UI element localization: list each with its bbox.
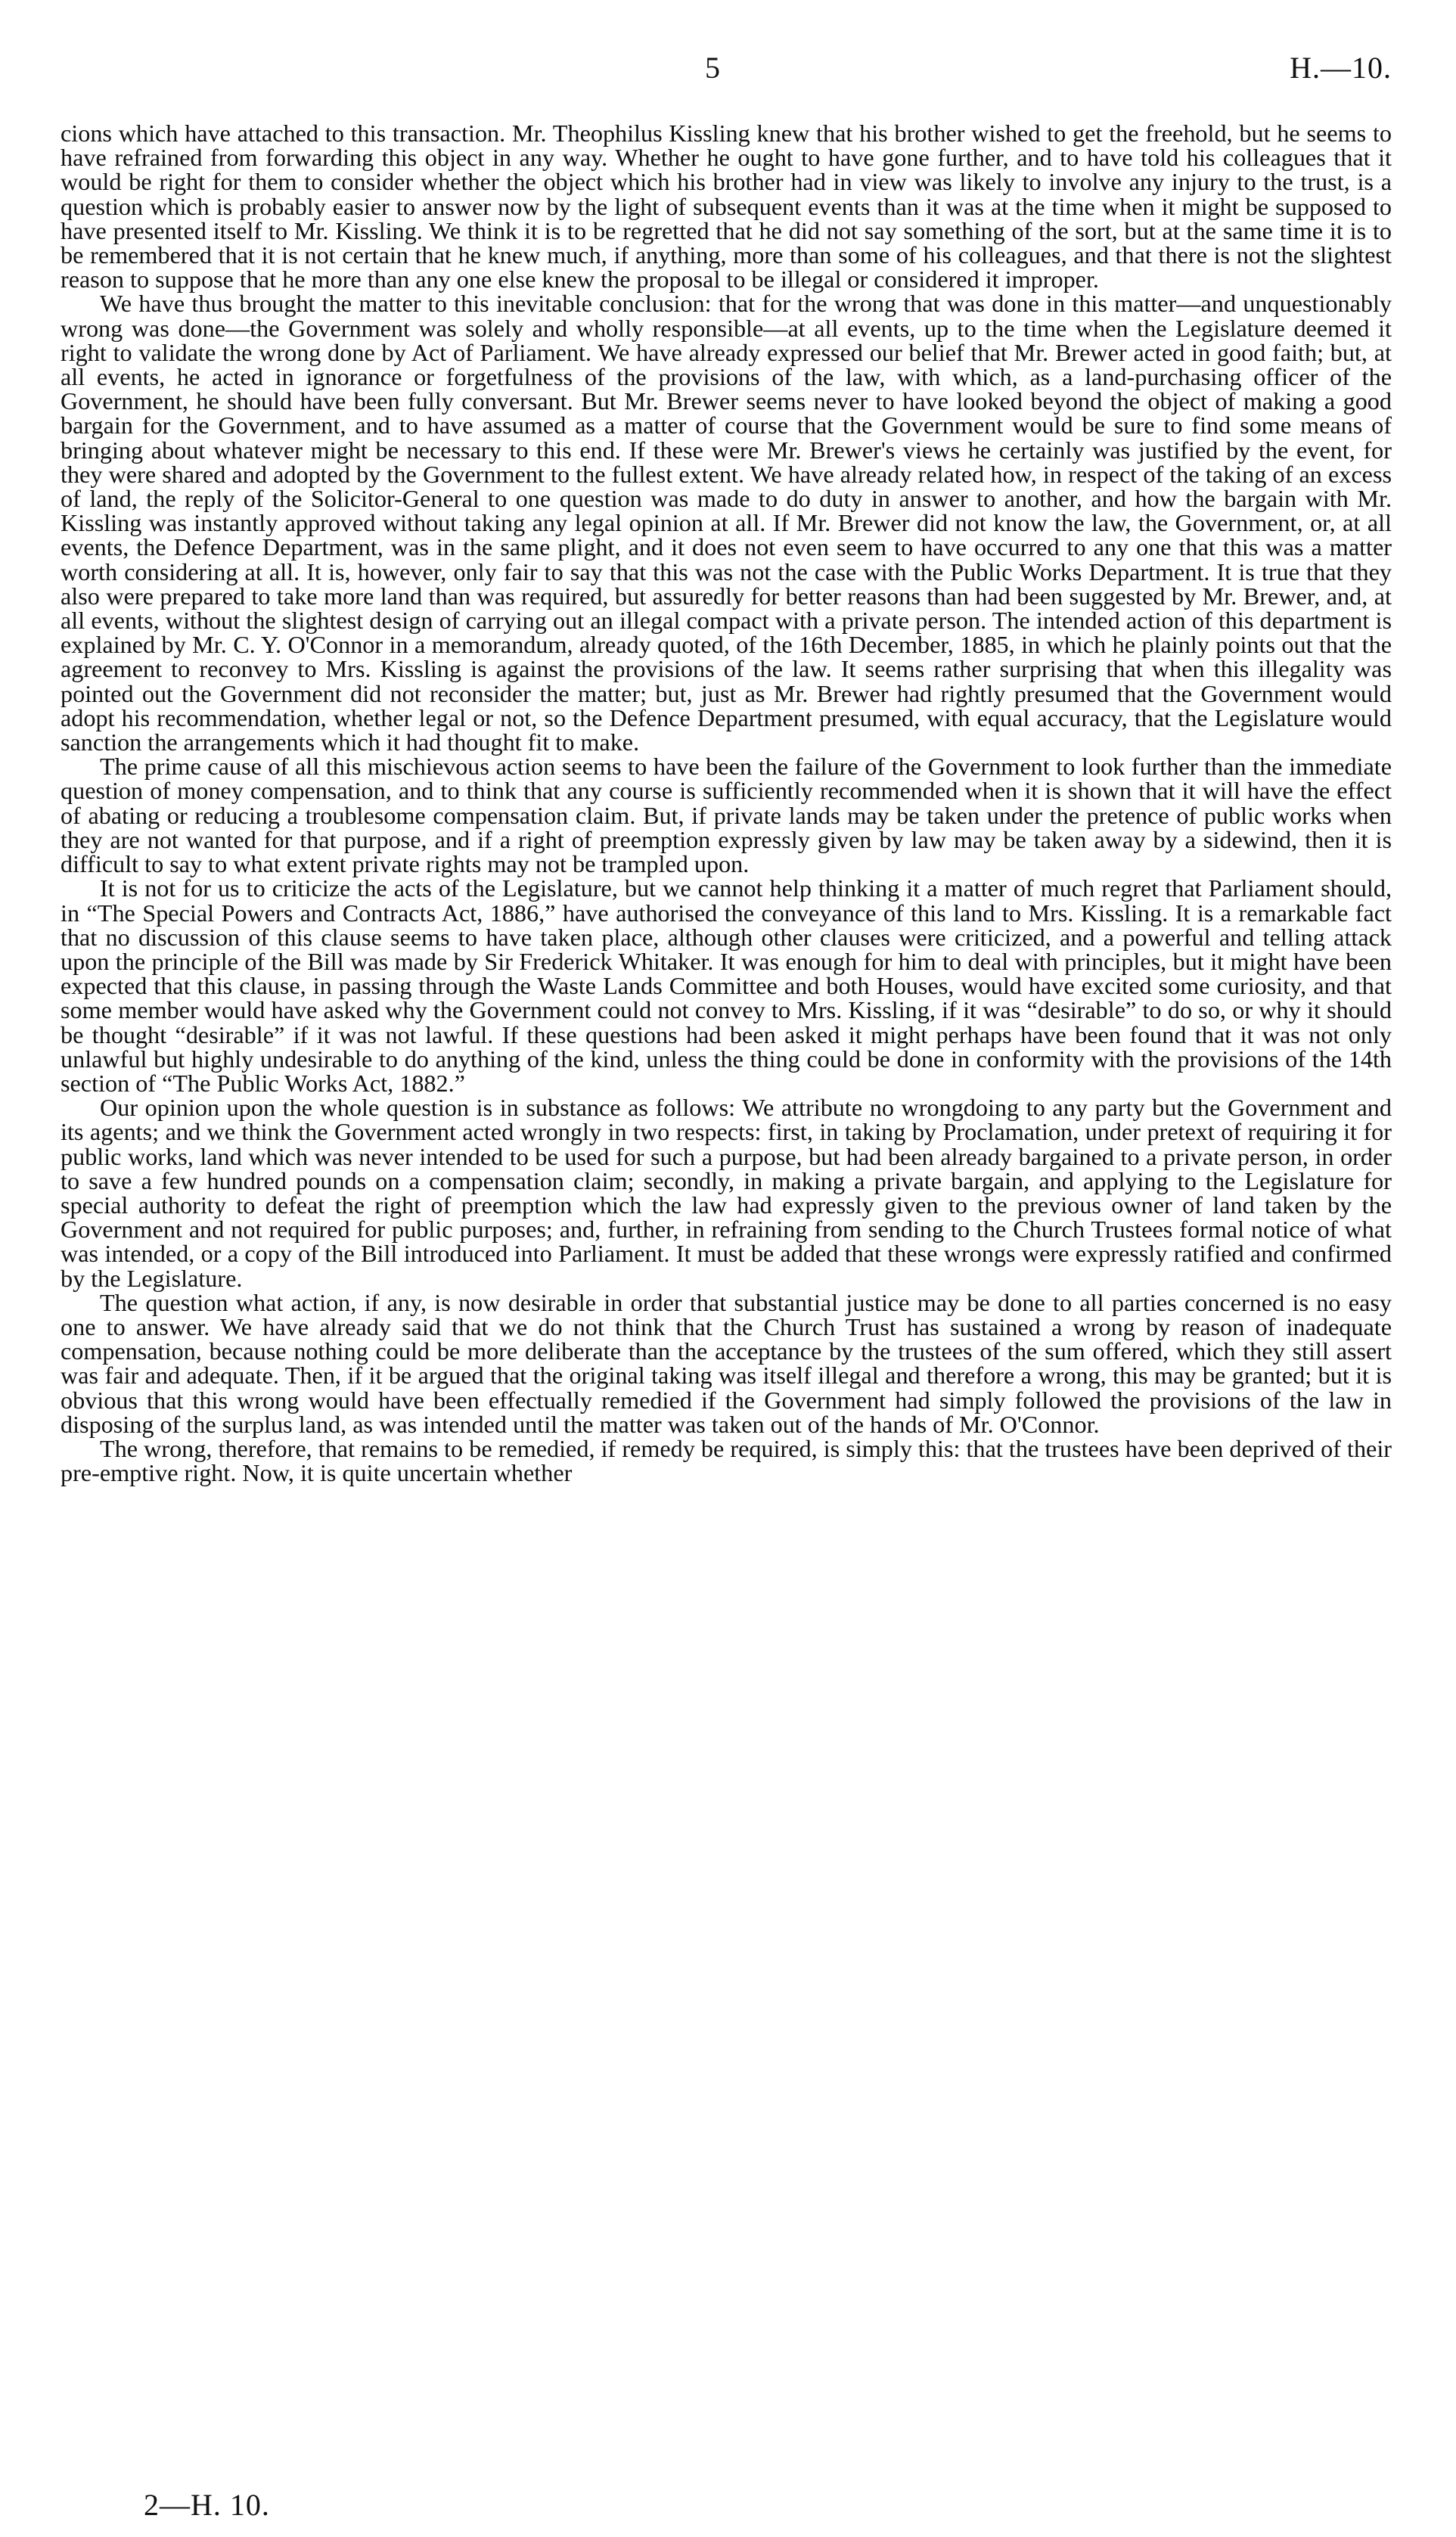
paragraph-continuation: cions which have attached to this transaction. Mr. Theophilus Kissling knew that his brother wished to get the freehold, but he seems to have refrained from forwarding this object in any way. Whether he ought to have gone further, and to have told his colleagues that it would be right for them to consider whether the object which his brother had in view was likely to involve any injury to the trust, is a question which is probably easier to answer now by the light of subsequent events than it was at the time when it might be supposed to have presented itself to Mr. Kissling. We think it is to be regretted that he did not say something of the sort, but at the same time it is to be remembered that it is not certain that he knew much, if anything, more than some of his colleagues, and that there is not the slightest reason to suppose that he more than any one else knew the proposal to be illegal or considered it improper.	[61, 120, 1392, 293]
paragraph: Our opinion upon the whole question is in substance as follows: We attribute no wrongdoing to any party but the Government and its agents; and we think the Government acted wrongly in two respects: first, in taking by Proclamation, under pretext of requiring it for public works, land which was never intended to be used for such a purpose, but had been already bargained to a private person, in order to save a few hundred pounds on a compensation claim; secondly, in making a private bargain, and applying to the Legislature for special authority to defeat the right of preemption which the law had expressly given to the previous owner of land taken by the Government and not required for public purposes; and, further, in refraining from sending to the Church Trustees formal notice of what was intended, or a copy of the Bill introduced into Parliament. It must be added that these wrongs were expressly ratified and confirmed by the Legislature.	[61, 1094, 1392, 1292]
paragraph: We have thus brought the matter to this inevitable conclusion: that for the wrong that was done in this matter—and unquestionably wrong was done—the Government was solely and wholly responsible—at all events, up to the time when the Legislature deemed it right to validate the wrong done by Act of Parliament. We have already expressed our belief that Mr. Brewer acted in good faith; but, at all events, he acted in ignorance or forgetfulness of the provisions of the law, with which, as a land-purchasing officer of the Government, he should have been fully conversant. But Mr. Brewer seems never to have looked beyond the object of making a good bargain for the Government, and to have assumed as a matter of course that the Government would be sure to find some means of bringing about whatever might be necessary to this end. If these were Mr. Brewer's views he certainly was justified by the event, for they were shared and adopted by the Government to the fullest extent. We have already related how, in respect of the taking of an excess of land, the reply of the Solicitor-General to one question was made to do duty in answer to another, and how the bargain with Mr. Kissling was instantly approved without taking any legal opinion at all. If Mr. Brewer did not know the law, the Government, or, at all events, the Defence Department, was in the same plight, and it does not even seem to have occurred to any one that this was a matter worth considering at all. It is, however, only fair to say that this was not the case with the Public Works Department. It is true that they also were prepared to take more land than was required, but assuredly for better reasons than had been suggested by Mr. Brewer, and, at all events, without the slightest design of carrying out an illegal compact with a private person. The intended action of this department is explained by Mr. C. Y. O'Connor in a memorandum, already quoted, of the 16th December, 1885, in which he plainly points out that the agreement to reconvey to Mrs. Kissling is against the provisions of the law. It seems rather surprising that when this illegality was pointed out the Government did not reconsider the matter; but, just as Mr. Brewer had rightly presumed that the Government would adopt his recommendation, whether legal or not, so the Defence Department presumed, with equal accuracy, that the Legislature would sanction the arrangements which it had thought fit to make.	[61, 290, 1392, 756]
document-reference: H.—10.	[1290, 51, 1392, 85]
paragraph: The wrong, therefore, that remains to be remedied, if remedy be required, is simply this: that the trustees have been deprived of their pre-emptive right. Now, it is quite uncertain whether	[61, 1434, 1392, 1487]
document-page	[61, 51, 1392, 2522]
paragraph: It is not for us to criticize the acts of the Legislature, but we cannot help thinking it a matter of much regret that Parliament should, in “The Special Powers and Contracts Act, 1886,” have authorised the conveyance of this land to Mrs. Kissling. It is a remarkable fact that no discussion of this clause seems to have taken place, although other clauses were criticized, and a powerful and telling attack upon the principle of the Bill was made by Sir Frederick Whitaker. It was enough for him to deal with principles, but it might have been expected that this clause, in passing through the Waste Lands Committee and both Houses, would have excited some curiosity, and that some member would have asked why the Government could not convey to Mrs. Kissling, if it was “desirable” to do so, or why it should be thought “desirable” if it was not lawful. If these questions had been asked it might perhaps have been found that it was not only unlawful but highly undesirable to do anything of the kind, unless the thing could be done in conformity with the provisions of the 14th section of “The Public Works Act, 1882.”	[61, 874, 1392, 1097]
signature-mark: 2—H. 10.	[144, 2488, 270, 2522]
paragraph: The prime cause of all this mischievous action seems to have been the failure of the Government to look further than the immediate question of money compensation, and to think that any course is sufficiently recommended when it is shown that it will have the effect of abating or reducing a troublesome compensation claim. But, if private lands may be taken under the pretence of public works when they are not wanted for that purpose, and if a right of preemption expressly given by law may be taken away by a sidewind, then it is difficult to say to what extent private rights may not be trampled upon.	[61, 753, 1392, 878]
page-number: 5	[705, 51, 720, 85]
paragraph: The question what action, if any, is now desirable in order that substantial justice may be done to all parties concerned is no easy one to answer. We have already said that we do not think that the Church Trust has sustained a wrong by reason of inadequate compensation, because nothing could be more deliberate than the acceptance by the trustees of the sum offered, which they still assert was fair and adequate. Then, if it be argued that the original taking was itself illegal and therefore a wrong, this may be granted; but it is obvious that this wrong would have been effectually remedied if the Government had simply followed the provisions of the law in disposing of the surplus land, as was intended until the matter was taken out of the hands of Mr. O'Connor.	[61, 1288, 1392, 1438]
report-body	[61, 121, 1392, 1485]
page-header	[61, 53, 1392, 121]
